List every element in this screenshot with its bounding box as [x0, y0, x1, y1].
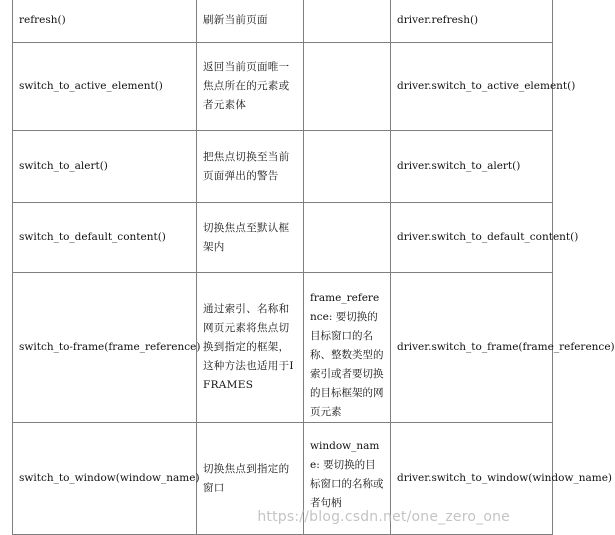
description-cell: 刷新当前页面 — [197, 0, 304, 43]
watermark: https://blog.csdn.net/one_zero_one — [257, 509, 510, 525]
description-cell: 切换焦点至默认框架内 — [197, 203, 304, 273]
table-row — [13, 43, 553, 131]
method-cell: switch_to_alert() — [13, 131, 197, 203]
params-cell — [304, 131, 391, 203]
table-row — [13, 273, 553, 423]
params-cell: window_name: 要切换的目标窗口的名称或者句柄 — [304, 423, 391, 535]
example-cell: driver.switch_to_window(window_name) — [391, 423, 553, 535]
example-cell: driver.switch_to_alert() — [391, 131, 553, 203]
table-row — [13, 131, 553, 203]
description-cell: 通过索引、名称和网页元素将焦点切换到指定的框架，这种方法也适用于IFRAMES — [197, 273, 304, 423]
description-cell: 把焦点切换至当前页面弹出的警告 — [197, 131, 304, 203]
example-cell: driver.switch_to_active_element() — [391, 43, 553, 131]
method-cell: switch_to-frame(frame_reference) — [13, 273, 197, 423]
params-cell — [304, 203, 391, 273]
method-cell: switch_to_default_content() — [13, 203, 197, 273]
example-cell: driver.switch_to_default_content() — [391, 203, 553, 273]
table-row — [13, 0, 553, 43]
method-cell: switch_to_active_element() — [13, 43, 197, 131]
description-cell: 切换焦点到指定的窗口 — [197, 423, 304, 535]
methods-table — [12, 0, 615, 535]
params-cell: frame_reference: 要切换的目标窗口的名称、整数类型的索引或者要切换的目标框架的网页元素 — [304, 273, 391, 423]
table-row — [13, 203, 553, 273]
description-cell: 返回当前页面唯一焦点所在的元素或者元素体 — [197, 43, 304, 131]
params-cell — [304, 0, 391, 43]
example-cell: driver.refresh() — [391, 0, 553, 43]
method-cell: switch_to_window(window_name) — [13, 423, 197, 535]
method-cell: refresh() — [13, 0, 197, 43]
example-cell: driver.switch_to_frame(frame_reference) — [391, 273, 553, 423]
params-cell — [304, 43, 391, 131]
